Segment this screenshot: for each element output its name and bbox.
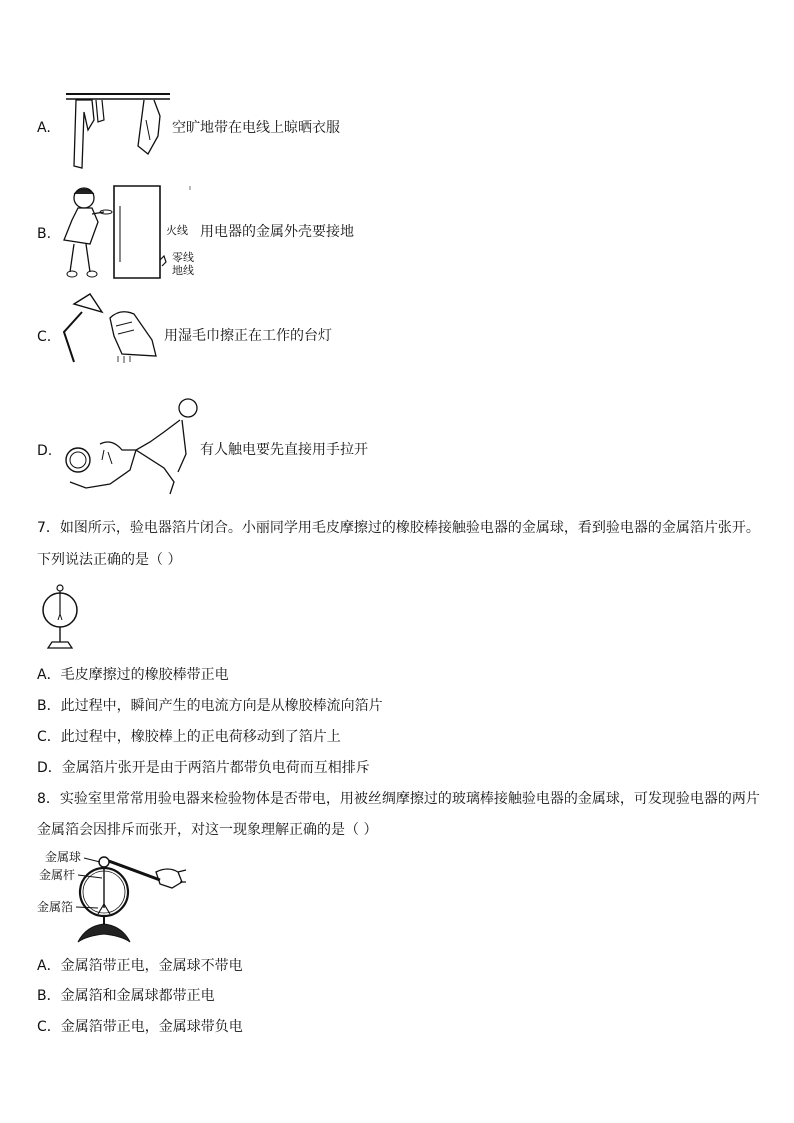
q8-option-c: C．金属箔带正电，金属球带负电 [37, 1019, 243, 1035]
fig-label-metal-rod: 金属杆 [39, 868, 76, 882]
fig-label-metal-ball: 金属球 [45, 850, 82, 864]
q6-option-d-letter: D. [37, 443, 53, 459]
q7-stem-line2: 下列说法正确的是（ ） [37, 552, 182, 568]
q6-option-a-letter: A. [37, 120, 51, 136]
q7-option-c: C．此过程中，橡胶棒上的正电荷移动到了箔片上 [37, 729, 341, 745]
q6-option-c-text: 用湿毛巾擦正在工作的台灯 [164, 328, 332, 344]
b-fig-label-ground: 地线 [172, 264, 194, 277]
q7-option-d: D．金属箔片张开是由于两箔片都带负电荷而互相排斥 [37, 760, 370, 776]
q7-option-a: A．毛皮摩擦过的橡胶棒带正电 [37, 667, 229, 683]
q8-stem-line1: 8．实验室里常常用验电器来检验物体是否带电，用被丝绸摩擦过的玻璃棒接触验电器的金属球，可发现验电器的两片 [37, 791, 760, 807]
label-pointer-lines [0, 0, 120, 920]
q7-stem-line1: 7．如图所示，验电器箔片闭合。小丽同学用毛皮摩擦过的橡胶棒接触验电器的金属球，看到验电器的金属箔片张开。 [37, 520, 760, 536]
q8-stem-line2: 金属箔会因排斥而张开，对这一现象理解正确的是（ ） [37, 822, 378, 838]
q8-option-b: B．金属箔和金属球都带正电 [37, 988, 215, 1004]
q6-option-a-text: 空旷地带在电线上晾晒衣服 [172, 120, 340, 136]
q6-option-b-text: 用电器的金属外壳要接地 [200, 224, 354, 240]
q7-option-b: B．此过程中，瞬间产生的电流方向是从橡胶棒流向箔片 [37, 698, 383, 714]
q6-option-d-text: 有人触电要先直接用手拉开 [200, 442, 368, 458]
b-fig-label-neutral: 零线 [172, 251, 194, 264]
q6-option-b-letter: B. [37, 226, 52, 242]
q6-option-c-letter: C. [37, 329, 52, 345]
fig-label-metal-foil: 金属箔 [37, 900, 74, 914]
b-fig-label-live: 火线 [166, 224, 188, 237]
q8-option-a: A．金属箔带正电，金属球不带电 [37, 958, 243, 974]
